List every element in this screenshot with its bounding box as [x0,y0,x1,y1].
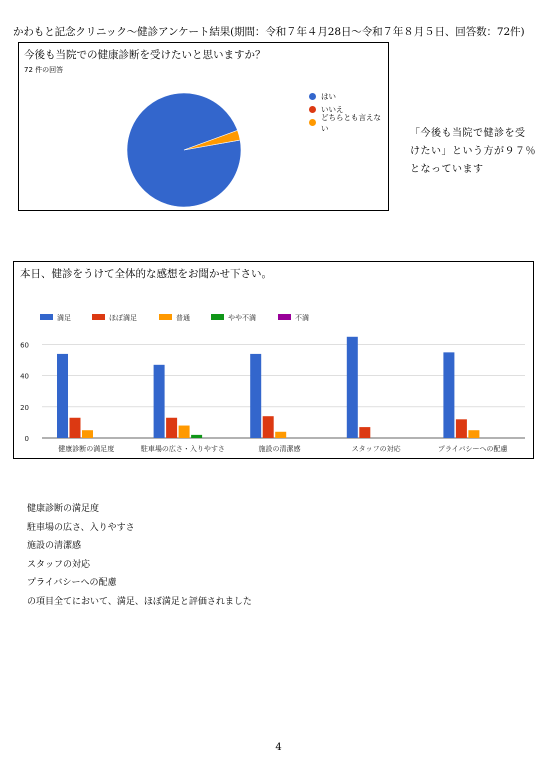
bar [443,352,454,438]
bar-legend-label: 不満 [295,314,309,322]
x-category-label: 健康診断の満足度 [58,445,115,453]
x-category-label: 駐車場の広さ・入りやすさ [140,445,225,453]
pie-note-line: 「今後も当院で健診を受 [410,128,526,139]
bar-legend-label: ほぼ満足 [109,314,137,322]
bar-legend-label: やや不満 [228,314,256,322]
pie-slice-label: 97.2% [115,190,141,199]
bar-question: 本日、健診をうけて全体的な感想をお聞かせ下さい。 [20,268,272,280]
y-tick-label: 40 [20,372,29,381]
summary-line: 駐車場の広さ、入りやすさ [27,522,135,533]
pie-note [410,125,536,179]
summary-line: プライバシーへの配慮 [27,578,117,588]
pie-legend-label: いいえ [321,105,344,114]
x-category-label: 施設の清潔感 [258,445,301,453]
bar [250,354,261,438]
bar [166,418,177,438]
bar [263,416,274,438]
pie-legend [309,90,388,133]
y-tick-label: 60 [20,341,29,350]
legend-swatch-icon [40,314,53,320]
pie-chart-panel [18,42,389,211]
bar-legend-label: 満足 [57,314,71,322]
pie-question: 今後も当院での健康診断を受けたいと思いますか？ [24,49,266,61]
summary-line: 施設の清潔感 [27,541,82,551]
summary-line: 健康診断の満足度 [27,504,100,514]
legend-swatch-icon [211,314,224,320]
bar [179,426,190,438]
x-category-label: プライバシーへの配慮 [437,445,508,453]
pie-legend-label: どちらとも言えない [320,112,381,133]
response-count: 72 件の回答 [24,66,64,74]
pie-legend-item [309,112,388,133]
page-number: 4 [275,742,282,753]
bar [57,354,68,438]
bar [468,430,479,438]
bar [154,365,165,438]
x-category-label: スタッフの対応 [351,445,401,453]
bar-chart-panel [13,261,534,459]
y-tick-label: 20 [20,403,29,412]
bar [347,337,358,438]
bar [359,427,370,438]
bar [275,432,286,438]
bar [70,418,81,438]
legend-swatch-icon [92,314,105,320]
pie-note-line: となっています [410,164,484,175]
bar-chart [14,262,533,458]
legend-dot-icon [309,106,316,113]
y-tick-label: 0 [24,435,29,443]
summary-text [27,500,252,611]
legend-swatch-icon [159,314,172,320]
bar-legend-label: 普通 [176,314,190,322]
summary-line: の項目全てにおいて、満足、ほぼ満足と評価されました [27,596,252,607]
legend-dot-icon [309,119,316,126]
bar [82,430,93,438]
legend-dot-icon [309,93,316,100]
bar [191,435,202,438]
pie-legend-item [309,90,388,103]
page-header-title: かわもと記念クリニック〜健診アンケート結果(期間：令和７年４月28日〜令和７年８月５日、回答数：72件) [13,26,525,38]
legend-swatch-icon [278,314,291,320]
bar [456,419,467,438]
pie-legend-label: はい [321,92,336,101]
pie-note-line: けたい」という方が９７％ [410,146,536,157]
summary-line: スタッフの対応 [27,559,91,570]
